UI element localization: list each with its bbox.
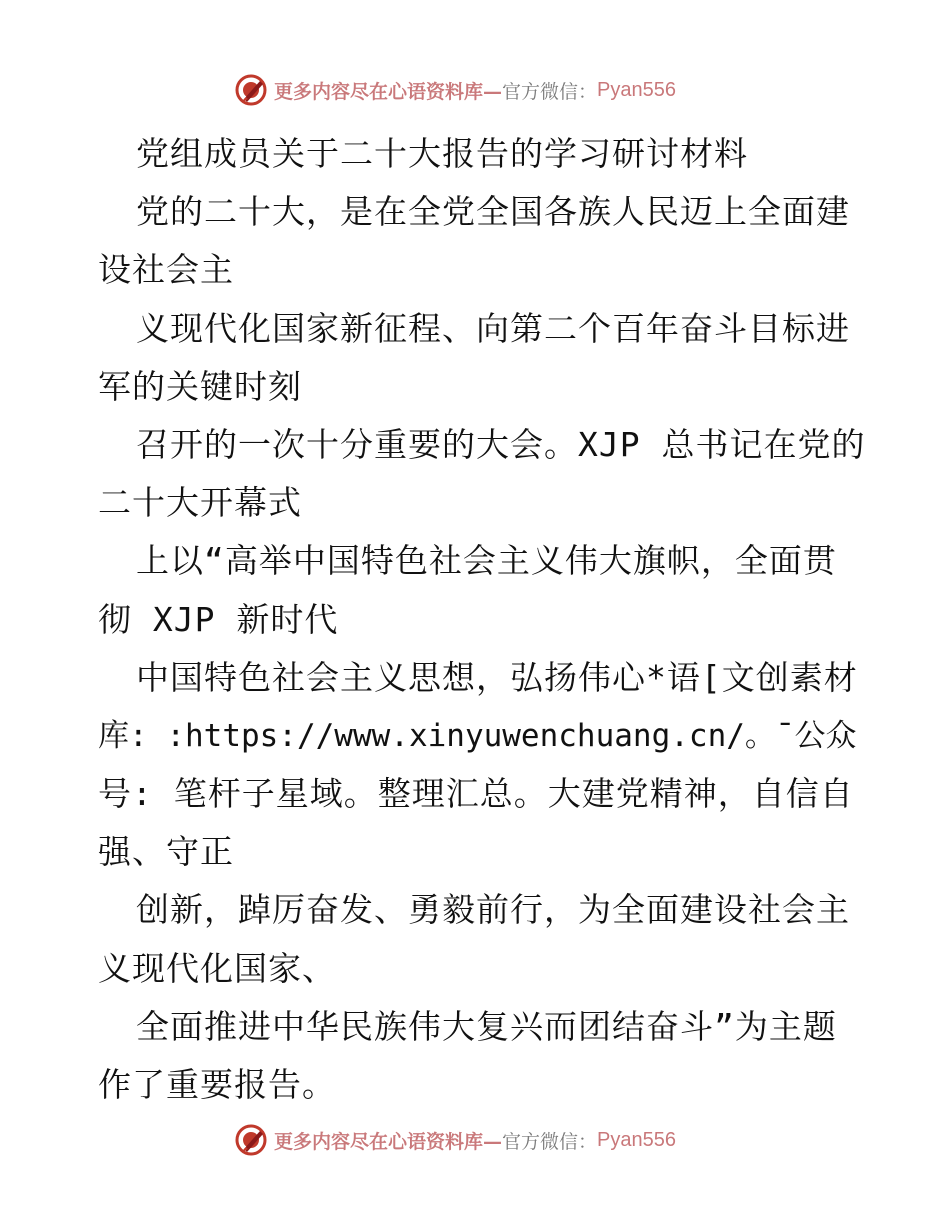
banner-wechat-label: 官方微信： bbox=[502, 1130, 598, 1153]
banner-site-text: 更多内容尽在心语资料库— bbox=[274, 1130, 503, 1153]
paragraph-line: 创新，踔厉奋发、勇毅前行，为全面建设社会主 bbox=[136, 890, 850, 930]
document-body bbox=[98, 125, 868, 1114]
header-watermark-banner bbox=[234, 72, 676, 108]
banner-wechat-id: Pyan556 bbox=[597, 1128, 676, 1151]
paragraph-line: 强、守正 bbox=[98, 832, 234, 872]
paragraph-line: 党的二十大，是在全党全国各族人民迈上全面建 bbox=[136, 192, 850, 232]
footer-watermark-banner bbox=[234, 1122, 676, 1158]
paragraph-line: 军的关键时刻 bbox=[98, 366, 302, 406]
paragraph-line: 上以“高举中国特色社会主义伟大旗帜，全面贯 bbox=[136, 541, 837, 581]
paragraph-line: 设社会主 bbox=[98, 250, 234, 290]
paragraph-line: 号: 笔杆子星域。整理汇总。大建党精神，自信自 bbox=[98, 774, 854, 814]
paragraph-line: 召开的一次十分重要的大会。XJP 总书记在党的 bbox=[136, 424, 866, 464]
paragraph-line: 全面推进中华民族伟大复兴而团结奋斗”为主题 bbox=[136, 1006, 837, 1046]
pen-logo-icon bbox=[234, 73, 268, 107]
paragraph-line: 义现代化国家、 bbox=[98, 948, 336, 988]
paragraph-line: 彻 XJP 新时代 bbox=[98, 599, 339, 639]
paragraph-line: 中国特色社会主义思想，弘扬伟心*语[文创素材 bbox=[136, 657, 858, 697]
document-title: 党组成员关于二十大报告的学习研讨材料 bbox=[136, 134, 748, 173]
banner-wechat-label: 官方微信： bbox=[502, 80, 598, 103]
banner-wechat-id: Pyan556 bbox=[597, 78, 676, 101]
banner-site-text: 更多内容尽在心语资料库— bbox=[274, 80, 503, 103]
paragraph-line-url: 库: :https://www.xinyuwenchuang.cn/。¯公众 bbox=[98, 717, 857, 754]
paragraph-line: 作了重要报告。 bbox=[98, 1065, 336, 1104]
paragraph-line: 义现代化国家新征程、向第二个百年奋斗目标进 bbox=[136, 308, 850, 348]
paragraph-line: 二十大开幕式 bbox=[98, 483, 302, 523]
pen-logo-icon bbox=[234, 1123, 268, 1157]
